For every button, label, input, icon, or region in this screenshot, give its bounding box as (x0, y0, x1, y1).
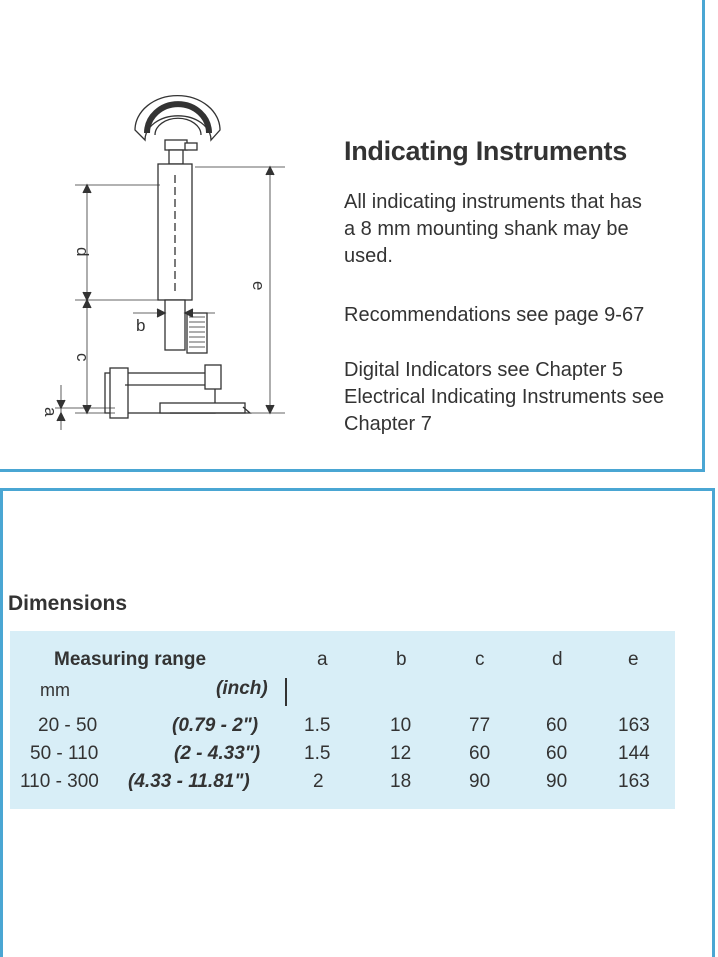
row-2-e: 144 (618, 743, 650, 764)
header-mm: mm (40, 680, 70, 700)
header-separator (285, 678, 287, 706)
row-1-a: 1.5 (304, 715, 331, 736)
row-2-b: 12 (390, 743, 412, 764)
row-2-a: 1.5 (304, 743, 331, 764)
paragraph-line: Recommendations see page 9-67 (344, 304, 645, 326)
paragraph-line: Electrical Indicating Instruments see (344, 386, 665, 408)
header-col-e: e (628, 649, 639, 670)
row-1-d: 60 (546, 715, 568, 736)
header-col-b: b (396, 649, 407, 670)
row-3-b: 18 (390, 771, 412, 792)
paragraph-line: Chapter 7 (344, 413, 432, 435)
row-1-c: 77 (469, 715, 491, 736)
row-1-mm: 20 - 50 (38, 715, 98, 736)
paragraph-line: a 8 mm mounting shank may be (344, 218, 629, 240)
row-3-a: 2 (313, 771, 324, 792)
row-2-inch: (2 - 4.33") (174, 743, 261, 764)
row-2-d: 60 (546, 743, 568, 764)
dim-label-e: e (249, 281, 268, 291)
paragraph-line: All indicating instruments that has (344, 191, 642, 213)
dimensions-title: Dimensions (8, 592, 128, 615)
row-3-c: 90 (469, 771, 491, 792)
paragraph-line: used. (344, 245, 393, 267)
row-3-inch: (4.33 - 11.81") (128, 771, 250, 792)
row-3-d: 90 (546, 771, 568, 792)
row-1-inch: (0.79 - 2") (172, 715, 259, 736)
header-col-c: c (475, 649, 485, 670)
dim-label-b: b (136, 316, 146, 335)
dim-label-c: c (73, 353, 92, 362)
header-col-a: a (317, 649, 328, 670)
row-2-mm: 50 - 110 (30, 743, 99, 764)
paragraph-chapters (344, 357, 704, 438)
row-3-e: 163 (618, 771, 650, 792)
paragraph-line: Digital Indicators see Chapter 5 (344, 359, 624, 381)
dim-label-d: d (73, 247, 92, 257)
row-1-e: 163 (618, 715, 650, 736)
header-inch: (inch) (216, 678, 268, 699)
header-measuring-range: Measuring range (54, 649, 207, 670)
row-1-b: 10 (390, 715, 412, 736)
header-col-d: d (552, 649, 563, 670)
row-2-c: 60 (469, 743, 491, 764)
row-3-mm: 110 - 300 (20, 771, 99, 792)
paragraph-recommendations (344, 302, 704, 329)
paragraph-shank (344, 189, 704, 270)
dim-label-a: a (41, 407, 60, 417)
instrument-drawing (25, 85, 295, 445)
section-title: Indicating Instruments (344, 136, 627, 166)
